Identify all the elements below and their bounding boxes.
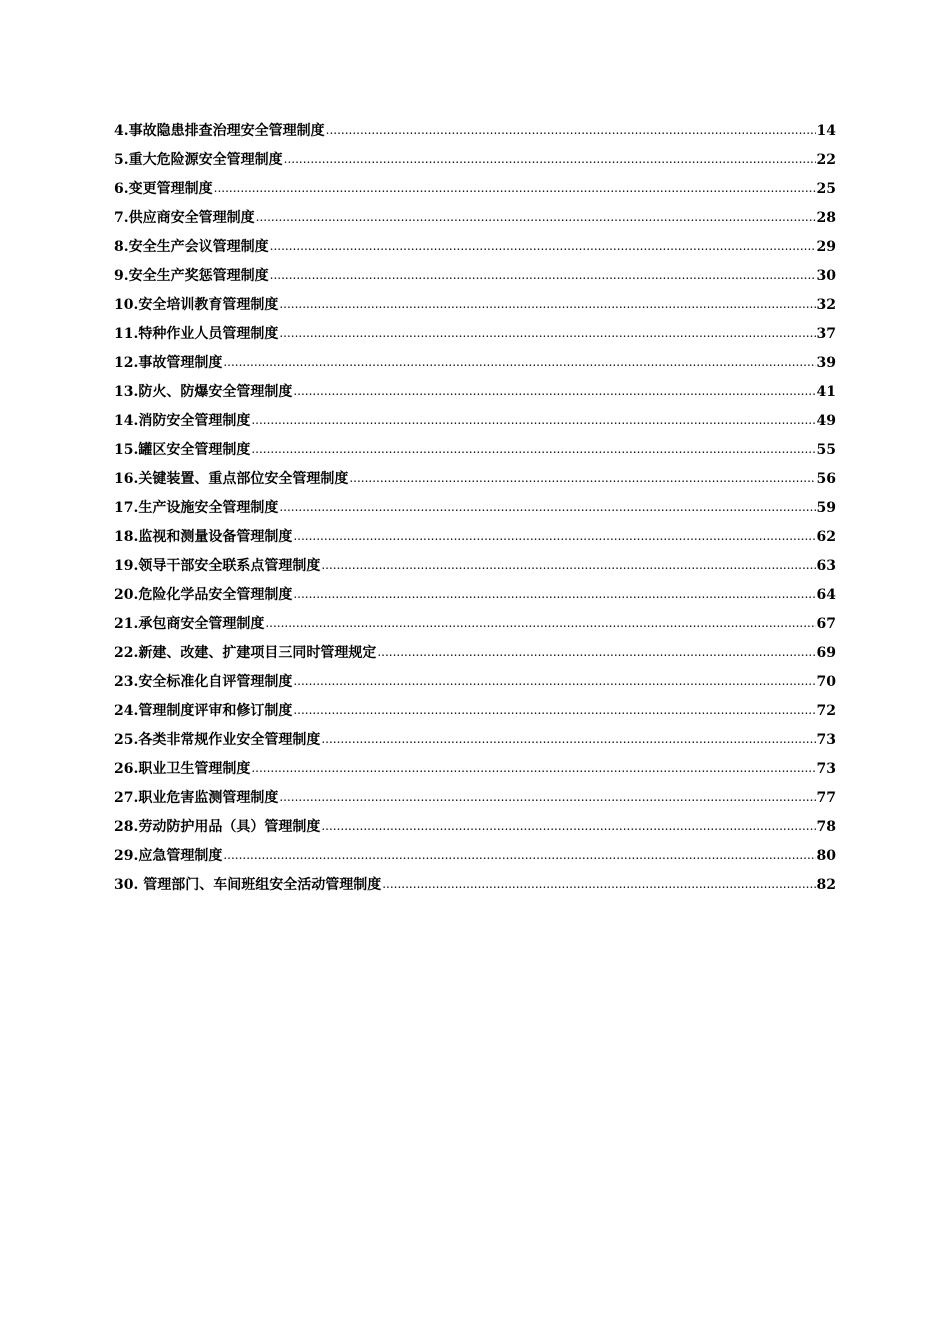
toc-entry[interactable] (114, 519, 836, 548)
toc-entry[interactable] (114, 171, 836, 200)
toc-entry-page-number: 59 (816, 500, 836, 516)
toc-entry[interactable] (114, 867, 836, 896)
toc-entry[interactable] (114, 142, 836, 171)
toc-entry[interactable] (114, 606, 836, 635)
toc-entry-title: 25.各类非常规作业安全管理制度 (114, 732, 321, 748)
toc-entry-title: 14.消防安全管理制度 (114, 413, 251, 429)
toc-entry[interactable] (114, 722, 836, 751)
toc-entry-title: 4.事故隐患排查治理安全管理制度 (114, 123, 325, 139)
toc-entry-title: 30. 管理部门、车间班组安全活动管理制度 (114, 877, 382, 893)
toc-entry-title: 12.事故管理制度 (114, 355, 223, 371)
toc-entry-page-number: 64 (816, 587, 836, 603)
toc-dot-leader (321, 817, 815, 835)
toc-entry-title: 15.罐区安全管理制度 (114, 442, 251, 458)
toc-entry-title: 19.领导干部安全联系点管理制度 (114, 558, 321, 574)
toc-entry[interactable] (114, 403, 836, 432)
toc-entry[interactable] (114, 258, 836, 287)
toc-dot-leader (293, 527, 815, 545)
toc-dot-leader (279, 788, 815, 806)
toc-entry-page-number: 55 (816, 442, 836, 458)
toc-entry-page-number: 72 (816, 703, 836, 719)
toc-dot-leader (265, 614, 815, 632)
toc-entry-title: 13.防火、防爆安全管理制度 (114, 384, 293, 400)
toc-entry-title: 21.承包商安全管理制度 (114, 616, 265, 632)
toc-entry[interactable] (114, 374, 836, 403)
toc-dot-leader (326, 121, 816, 139)
toc-entry[interactable] (114, 229, 836, 258)
toc-dot-leader (223, 353, 815, 371)
toc-dot-leader (284, 150, 816, 168)
toc-dot-leader (270, 266, 816, 284)
toc-entry[interactable] (114, 577, 836, 606)
toc-entry-page-number: 25 (816, 181, 836, 197)
toc-entry-page-number: 70 (816, 674, 836, 690)
toc-entry-title: 22.新建、改建、扩建项目三同时管理规定 (114, 645, 377, 661)
table-of-contents (114, 113, 836, 896)
toc-entry[interactable] (114, 838, 836, 867)
toc-entry-page-number: 56 (816, 471, 836, 487)
toc-dot-leader (382, 875, 815, 893)
toc-dot-leader (293, 585, 815, 603)
toc-dot-leader (279, 324, 815, 342)
toc-entry-page-number: 63 (816, 558, 836, 574)
toc-dot-leader (279, 498, 815, 516)
toc-entry-title: 18.监视和测量设备管理制度 (114, 529, 293, 545)
toc-dot-leader (223, 846, 815, 864)
toc-dot-leader (214, 179, 816, 197)
toc-dot-leader (321, 730, 815, 748)
toc-entry-title: 5.重大危险源安全管理制度 (114, 152, 283, 168)
toc-dot-leader (256, 208, 816, 226)
toc-entry-page-number: 69 (816, 645, 836, 661)
toc-entry-page-number: 32 (816, 297, 836, 313)
toc-entry-title: 16.关键装置、重点部位安全管理制度 (114, 471, 349, 487)
toc-entry-page-number: 80 (816, 848, 836, 864)
toc-dot-leader (251, 411, 815, 429)
toc-entry[interactable] (114, 200, 836, 229)
toc-entry-page-number: 78 (816, 819, 836, 835)
toc-entry-title: 24.管理制度评审和修订制度 (114, 703, 293, 719)
toc-entry-title: 20.危险化学品安全管理制度 (114, 587, 293, 603)
toc-entry[interactable] (114, 635, 836, 664)
toc-dot-leader (251, 440, 815, 458)
toc-dot-leader (377, 643, 815, 661)
toc-dot-leader (293, 672, 815, 690)
toc-dot-leader (270, 237, 816, 255)
toc-entry[interactable] (114, 113, 836, 142)
toc-entry-title: 10.安全培训教育管理制度 (114, 297, 279, 313)
toc-entry-title: 26.职业卫生管理制度 (114, 761, 251, 777)
toc-dot-leader (251, 759, 815, 777)
toc-entry-title: 8.安全生产会议管理制度 (114, 239, 269, 255)
toc-entry[interactable] (114, 751, 836, 780)
toc-entry-title: 27.职业危害监测管理制度 (114, 790, 279, 806)
toc-entry[interactable] (114, 432, 836, 461)
toc-entry-page-number: 73 (816, 761, 836, 777)
toc-entry[interactable] (114, 693, 836, 722)
toc-entry-page-number: 37 (816, 326, 836, 342)
toc-entry-title: 28.劳动防护用品（具）管理制度 (114, 819, 321, 835)
toc-entry[interactable] (114, 809, 836, 838)
toc-entry-title: 7.供应商安全管理制度 (114, 210, 255, 226)
toc-dot-leader (293, 701, 815, 719)
toc-entry[interactable] (114, 548, 836, 577)
toc-entry-title: 9.安全生产奖惩管理制度 (114, 268, 269, 284)
toc-entry-page-number: 82 (816, 877, 836, 893)
toc-entry[interactable] (114, 780, 836, 809)
toc-dot-leader (279, 295, 815, 313)
toc-entry[interactable] (114, 316, 836, 345)
toc-entry-page-number: 39 (816, 355, 836, 371)
toc-entry[interactable] (114, 664, 836, 693)
toc-entry-page-number: 73 (816, 732, 836, 748)
toc-entry-title: 23.安全标准化自评管理制度 (114, 674, 293, 690)
toc-dot-leader (349, 469, 815, 487)
toc-dot-leader (321, 556, 815, 574)
toc-entry-page-number: 14 (816, 123, 836, 139)
toc-entry[interactable] (114, 490, 836, 519)
toc-entry-title: 6.变更管理制度 (114, 181, 213, 197)
toc-entry[interactable] (114, 345, 836, 374)
toc-entry[interactable] (114, 461, 836, 490)
toc-entry-page-number: 67 (816, 616, 836, 632)
toc-entry-page-number: 29 (816, 239, 836, 255)
toc-entry-title: 29.应急管理制度 (114, 848, 223, 864)
toc-entry-title: 11.特种作业人员管理制度 (114, 326, 279, 342)
toc-entry[interactable] (114, 287, 836, 316)
toc-entry-page-number: 22 (816, 152, 836, 168)
toc-entry-page-number: 62 (816, 529, 836, 545)
toc-dot-leader (293, 382, 815, 400)
toc-entry-page-number: 77 (816, 790, 836, 806)
toc-entry-page-number: 41 (816, 384, 836, 400)
toc-entry-page-number: 28 (816, 210, 836, 226)
toc-entry-title: 17.生产设施安全管理制度 (114, 500, 279, 516)
toc-entry-page-number: 49 (816, 413, 836, 429)
toc-entry-page-number: 30 (816, 268, 836, 284)
